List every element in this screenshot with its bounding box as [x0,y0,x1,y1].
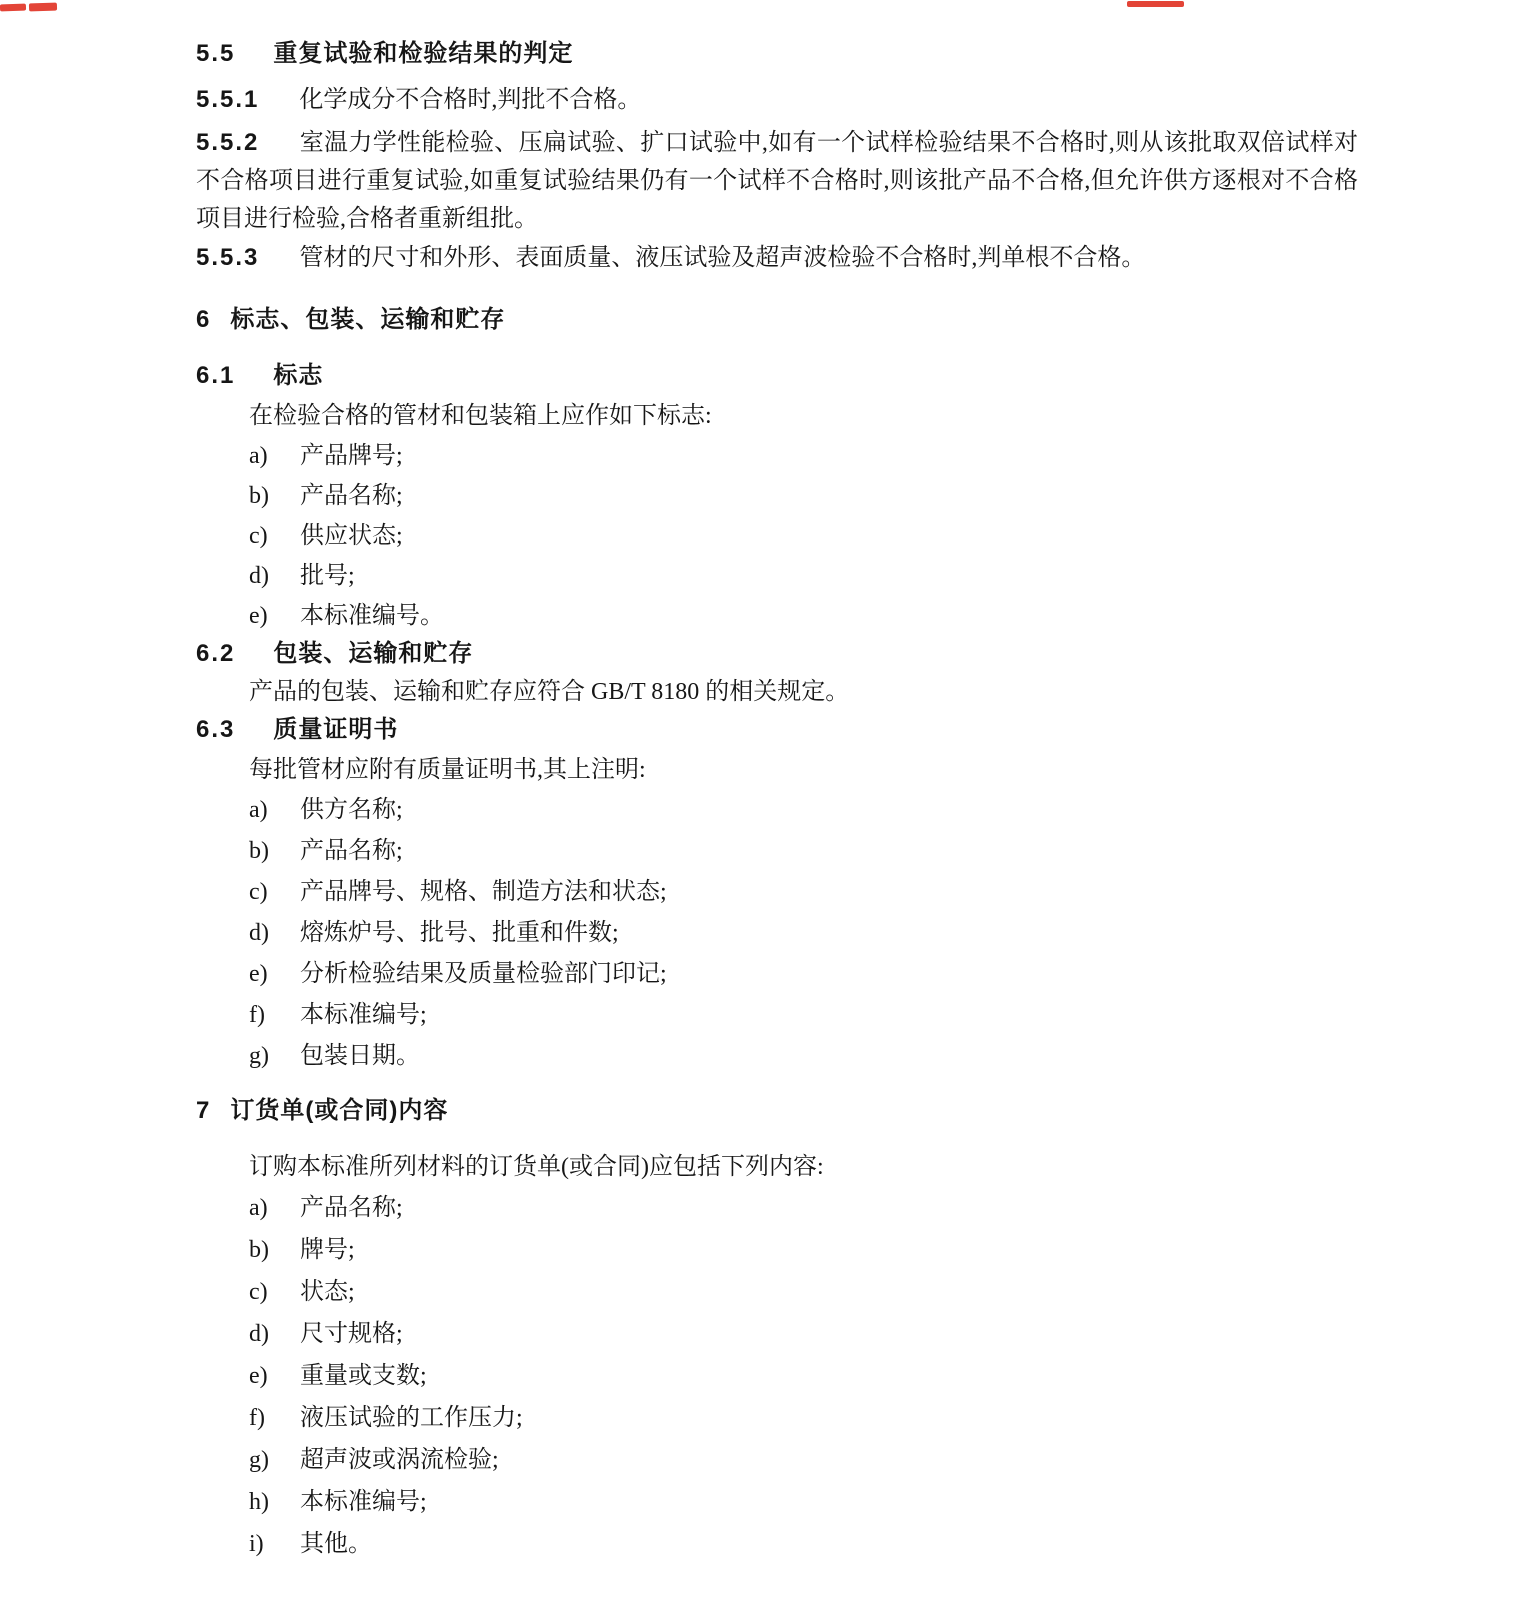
list-item-label: d) [249,1321,269,1347]
list-6-1 [196,436,1358,636]
list-item-text: 本标准编号; [300,1002,427,1028]
section-number: 6.1 [196,362,236,389]
list-item-text: 液压试验的工作压力; [300,1405,523,1431]
list-item-text: 牌号; [300,1237,355,1263]
paragraph-6-1-intro: 在检验合格的管材和包装箱上应作如下标志: [249,403,712,429]
document-content [196,38,1358,1565]
section-title: 质量证明书 [273,716,399,743]
section-title: 重复试验和检验结果的判定 [273,40,574,67]
list-item [196,831,1358,872]
list-item-label: a) [249,1195,268,1221]
list-item-text: 产品牌号、规格、制造方法和状态; [300,879,667,905]
list-item-label: e) [249,961,268,987]
list-item-label: d) [249,920,269,946]
list-item [196,1229,1358,1271]
list-item-text: 其他。 [300,1531,372,1557]
list-item [196,1313,1358,1355]
list-item [196,1523,1358,1565]
clause-text: 室温力学性能检验、压扁试验、扩口试验中,如有一个试样检验结果不合格时,则从该批取双倍试样对不合格项目进行重复试验,如重复试验结果仍有一个试样不合格时,则该批产品不合格,但允许供方逐根对不合格项目进行检验,合格者重新组批。 [196,130,1358,232]
red-scan-mark [0,4,26,12]
list-item-label: f) [249,1002,265,1028]
list-item [196,790,1358,831]
list-item-label: b) [249,838,269,864]
section-number: 6 [196,306,211,333]
list-item [196,954,1358,995]
list-item [196,436,1358,476]
list-item-label: a) [249,797,268,823]
section-title: 包装、运输和贮存 [273,640,474,667]
clause-number: 5.5.1 [196,86,260,113]
list-item [196,516,1358,556]
list-item [196,476,1358,516]
section-6-2-heading [196,638,1358,670]
red-scan-mark [29,3,57,12]
list-item-label: g) [249,1043,269,1069]
section-title: 标志 [273,362,324,389]
list-item-text: 熔炼炉号、批号、批重和件数; [300,920,619,946]
list-item-label: a) [249,443,268,469]
list-item-text: 本标准编号; [300,1489,427,1515]
list-item-label: e) [249,603,268,629]
list-item-text: 产品名称; [300,1195,403,1221]
list-item-label: c) [249,879,268,905]
list-item-label: c) [249,1279,268,1305]
list-item-label: c) [249,523,268,549]
list-item [196,1355,1358,1397]
clause-text: 化学成分不合格时,判批不合格。 [299,87,642,113]
clause-number: 5.5.2 [196,129,260,156]
section-5-5-heading [196,38,1358,70]
list-item-label: b) [249,483,269,509]
clause-5-5-3 [196,242,1358,274]
list-6-3 [196,790,1358,1077]
clause-5-5-2 [196,124,1358,238]
list-item-text: 包装日期。 [300,1043,420,1069]
list-item-text: 重量或支数; [300,1363,427,1389]
list-item [196,1481,1358,1523]
section-6-3-heading [196,714,1358,746]
list-item [196,1439,1358,1481]
section-6-1-heading [196,360,1358,392]
clause-text: 管材的尺寸和外形、表面质量、液压试验及超声波检验不合格时,判单根不合格。 [299,245,1146,271]
section-title: 标志、包装、运输和贮存 [230,306,506,333]
section-title: 订货单(或合同)内容 [230,1097,449,1124]
paragraph-6-3-intro: 每批管材应附有质量证明书,其上注明: [249,757,646,783]
section-number: 6.3 [196,716,236,743]
list-item-text: 本标准编号。 [300,603,444,629]
list-item-text: 产品名称; [300,483,403,509]
list-item [196,1187,1358,1229]
list-item [196,1397,1358,1439]
list-item-text: 批号; [300,563,355,589]
list-item-label: h) [249,1489,269,1515]
list-item [196,995,1358,1036]
list-item [196,872,1358,913]
list-item-text: 供方名称; [300,797,403,823]
clause-5-5-1 [196,84,1358,116]
list-item-label: i) [249,1531,264,1557]
list-item-text: 尺寸规格; [300,1321,403,1347]
list-item [196,1271,1358,1313]
paragraph-7-intro: 订购本标准所列材料的订货单(或合同)应包括下列内容: [249,1154,824,1180]
list-item-text: 产品牌号; [300,443,403,469]
section-6-heading [196,304,1358,336]
list-item-text: 产品名称; [300,838,403,864]
section-number: 5.5 [196,40,236,67]
list-item-label: e) [249,1363,268,1389]
list-item [196,556,1358,596]
list-item-text: 超声波或涡流检验; [300,1447,499,1473]
list-item [196,596,1358,636]
list-item-label: b) [249,1237,269,1263]
list-item-text: 分析检验结果及质量检验部门印记; [300,961,667,987]
list-item [196,1036,1358,1077]
red-scan-mark [1127,1,1184,7]
list-item-label: f) [249,1405,265,1431]
list-item-text: 状态; [300,1279,355,1305]
section-number: 6.2 [196,640,236,667]
list-item-label: g) [249,1447,269,1473]
paragraph-6-2: 产品的包装、运输和贮存应符合 GB/T 8180 的相关规定。 [249,679,850,705]
list-item-label: d) [249,563,269,589]
list-item-text: 供应状态; [300,523,403,549]
list-item [196,913,1358,954]
section-7-heading [196,1095,1358,1127]
clause-number: 5.5.3 [196,244,260,271]
section-number: 7 [196,1097,211,1124]
list-7 [196,1187,1358,1565]
